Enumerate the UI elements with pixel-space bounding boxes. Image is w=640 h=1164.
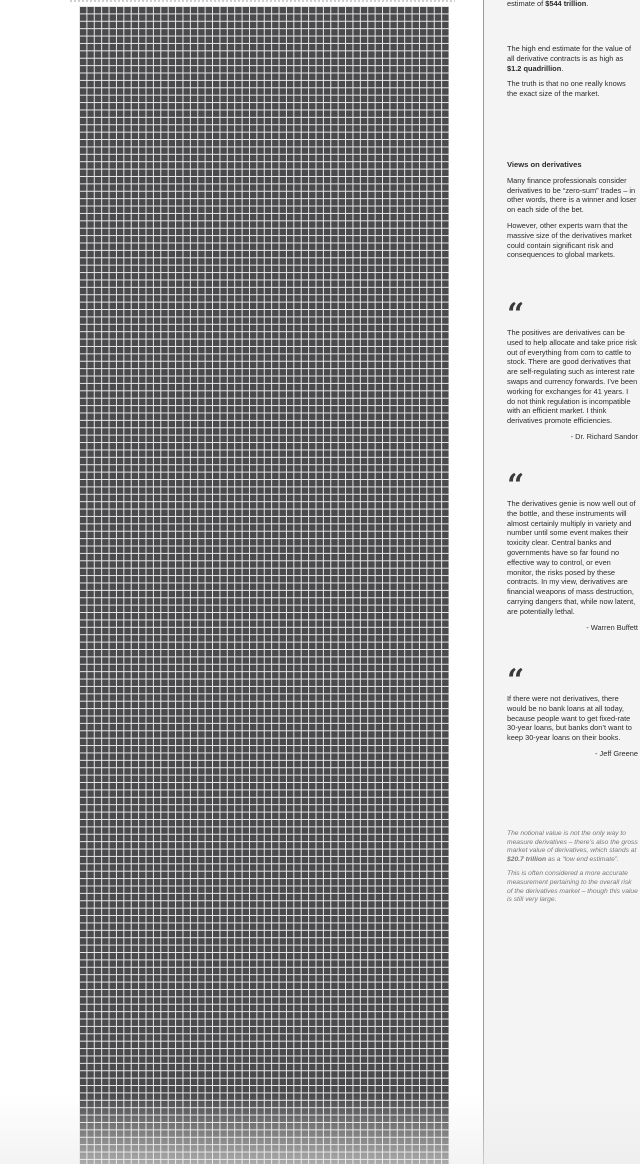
derivatives-square-grid — [79, 6, 449, 1164]
views-section — [507, 160, 638, 266]
top-estimate-suffix: . — [586, 0, 589, 8]
note-text-b: as a “low end estimate”. — [547, 855, 619, 863]
views-heading: Views on derivatives — [507, 160, 582, 169]
gross-market-paragraph-2: This is often considered a more accurate measurement pertaining to the overall risk of the derivatives market – though this value is still very large. — [507, 870, 638, 904]
high-estimate-suffix: . — [561, 63, 564, 73]
gross-market-note — [507, 830, 638, 911]
note-text-a: The notional value is not the only way to measure derivatives – there’s also the gross market value of derivatives, which stands at — [507, 830, 638, 855]
top-estimate-value: $544 trillion — [545, 0, 587, 8]
quote-greene — [507, 663, 638, 759]
quote-text: If there were not derivatives, there would be no bank loans at all today, because people want to get fixed-rate 30-year loans, but banks don’t want to keep 30-year loans on their books. — [507, 694, 632, 743]
quote-author: - Jeff Greene — [595, 748, 638, 758]
top-estimate — [507, 0, 638, 9]
quote-author: - Warren Buffett — [586, 622, 638, 632]
high-estimate-text: The high end estimate for the value of all derivative contracts is as high as — [507, 44, 632, 63]
quote-text: The positives are derivatives can be used to help allocate and take price risk out of everything from corn to cattle to stock. There are good derivatives that are self-regulating such as interest rate swaps and currency forwards. I’ve been working for exchanges for 41 years. I do not think regulation is incompatible with an efficient market. I think derivatives promote efficiencies. — [507, 328, 638, 426]
high-estimate-value: $1.2 quadrillion — [507, 63, 562, 73]
gross-market-paragraph-1 — [507, 830, 638, 864]
quote-mark-icon: “ — [507, 297, 525, 332]
quote-buffett — [507, 468, 638, 632]
quote-mark-icon: “ — [507, 468, 525, 503]
views-paragraph-1: Many finance professionals consider derivatives to be “zero-sum” trades – in other words, there is a winner and loser on each side of the bet. — [507, 175, 637, 215]
top-dotted-rule — [70, 0, 455, 2]
views-paragraph-2: However, other experts warn that the massive size of the derivatives market could contain significant risk and consequences to global markets. — [507, 220, 632, 260]
truth-paragraph: The truth is that no one really knows the exact size of the market. — [507, 79, 626, 99]
quote-author: - Dr. Richard Sandor — [570, 431, 638, 441]
top-estimate-prefix: estimate of — [507, 0, 544, 8]
high-estimate-section — [507, 44, 638, 105]
quote-text: The derivatives genie is now well out of the bottle, and these instruments will almost certainly multiply in variety and number until some event makes their toxicity clear. Central banks and governments have so far found no effective way to control, or even monitor, the risks posed by these contracts. In my view, derivatives are financial weapons of mass destruction, carrying dangers that, while now latent, are potentially lethal. — [507, 499, 636, 616]
sidebar — [483, 0, 640, 1164]
note-value: $20.7 trillion — [507, 855, 547, 863]
quote-sandor — [507, 297, 638, 442]
quote-mark-icon: “ — [507, 663, 525, 698]
high-estimate-paragraph — [507, 44, 638, 73]
